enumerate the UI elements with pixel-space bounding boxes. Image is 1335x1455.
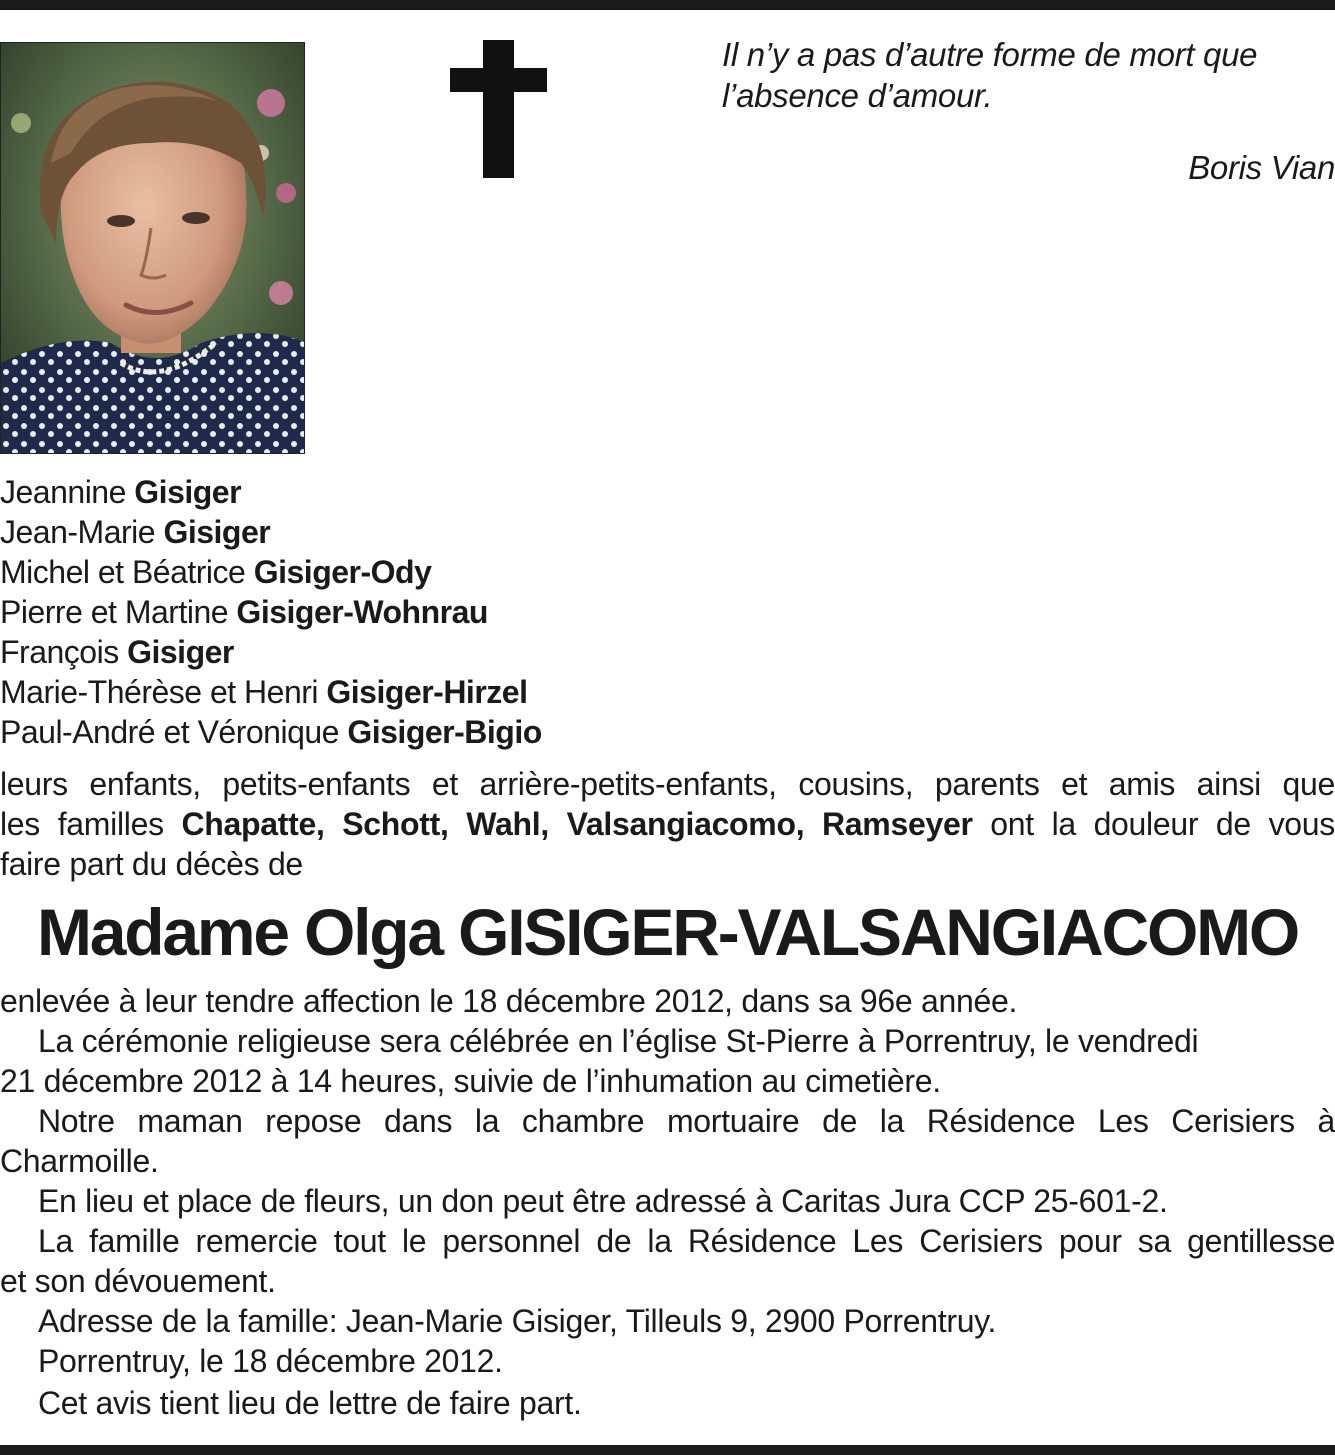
body-p5-line-2: et son dévouement. xyxy=(0,1263,276,1299)
intro-line-3: faire part du décès de xyxy=(0,846,303,882)
epigraph-quote xyxy=(722,34,1335,186)
bottom-rule xyxy=(0,1445,1335,1455)
mourner-surname: Gisiger-Hirzel xyxy=(326,674,528,710)
body-p3-line-2: Charmoille. xyxy=(0,1143,159,1179)
intro-paragraph xyxy=(0,764,1335,884)
latin-cross-icon xyxy=(450,40,547,178)
top-rule xyxy=(0,0,1335,10)
intro-line-2 xyxy=(0,804,1335,844)
mourner-given: Jeannine xyxy=(0,474,135,510)
deceased-name: Madame Olga GISIGER-VALSANGIACOMO xyxy=(37,895,1298,969)
mourner-line xyxy=(0,552,542,592)
quote-line-2: l’absence d’amour. xyxy=(722,77,993,114)
body-p6: Adresse de la famille: Jean-Marie Gisiger, Tilleuls 9, 2900 Porrentruy. xyxy=(38,1303,997,1339)
mourner-surname: Gisiger xyxy=(134,474,242,510)
body-p2-line-2: 21 décembre 2012 à 14 heures, suivie de l’inhumation au cimetière. xyxy=(0,1063,941,1099)
mourner-surname: Gisiger xyxy=(127,634,234,670)
mourners-list xyxy=(0,472,542,752)
body-p2-line-1: La cérémonie religieuse sera célébrée en l’église St-Pierre à Porrentruy, le vendredi xyxy=(38,1023,1199,1059)
mourner-given: Paul-André et Véronique xyxy=(0,714,348,750)
mourner-line xyxy=(0,672,542,712)
mourner-surname: Gisiger xyxy=(163,514,271,550)
mourner-given: Marie-Thérèse et Henri xyxy=(0,674,327,710)
mourner-surname: Gisiger-Bigio xyxy=(347,714,542,750)
announcement-body xyxy=(0,981,1335,1423)
mourner-line xyxy=(0,472,542,512)
mourner-line xyxy=(0,512,542,552)
body-p7: Porrentruy, le 18 décembre 2012. xyxy=(38,1343,503,1379)
quote-line-1: Il n’y a pas d’autre forme de mort que xyxy=(722,36,1258,73)
intro-line-2-post: ont la douleur de vous xyxy=(972,806,1335,842)
mourner-given: Jean-Marie xyxy=(0,514,164,550)
portrait-image xyxy=(1,43,305,454)
body-p8: Cet avis tient lieu de lettre de faire part. xyxy=(38,1385,582,1421)
body-p5-line-1: La famille remercie tout le personnel de la Résidence Les Cerisiers pour sa gentillesse xyxy=(38,1223,1335,1259)
mourner-given: François xyxy=(0,634,128,670)
portrait-photo xyxy=(0,42,305,454)
mourner-surname: Gisiger-Wohnrau xyxy=(236,594,488,630)
mourner-given: Pierre et Martine xyxy=(0,594,237,630)
intro-line-2-pre: les familles xyxy=(0,806,182,842)
intro-line-1: leurs enfants, petits-enfants et arrière-petits-enfants, cousins, parents et amis ainsi que xyxy=(0,766,1335,802)
body-p3-line-1: Notre maman repose dans la chambre mortuaire de la Résidence Les Cerisiers à xyxy=(38,1103,1335,1139)
quote-author: Boris Vian xyxy=(1188,149,1335,186)
mourner-line xyxy=(0,712,542,752)
mourner-line xyxy=(0,592,542,632)
mourner-given: Michel et Béatrice xyxy=(0,554,254,590)
body-p4: En lieu et place de fleurs, un don peut être adressé à Caritas Jura CCP 25-601-2. xyxy=(38,1183,1168,1219)
families-list: Chapatte, Schott, Wahl, Valsangiacomo, Ramseyer xyxy=(181,806,973,842)
mourner-line xyxy=(0,632,542,672)
mourner-surname: Gisiger-Ody xyxy=(253,554,432,590)
body-p1: enlevée à leur tendre affection le 18 décembre 2012, dans sa 96e année. xyxy=(0,983,1018,1019)
